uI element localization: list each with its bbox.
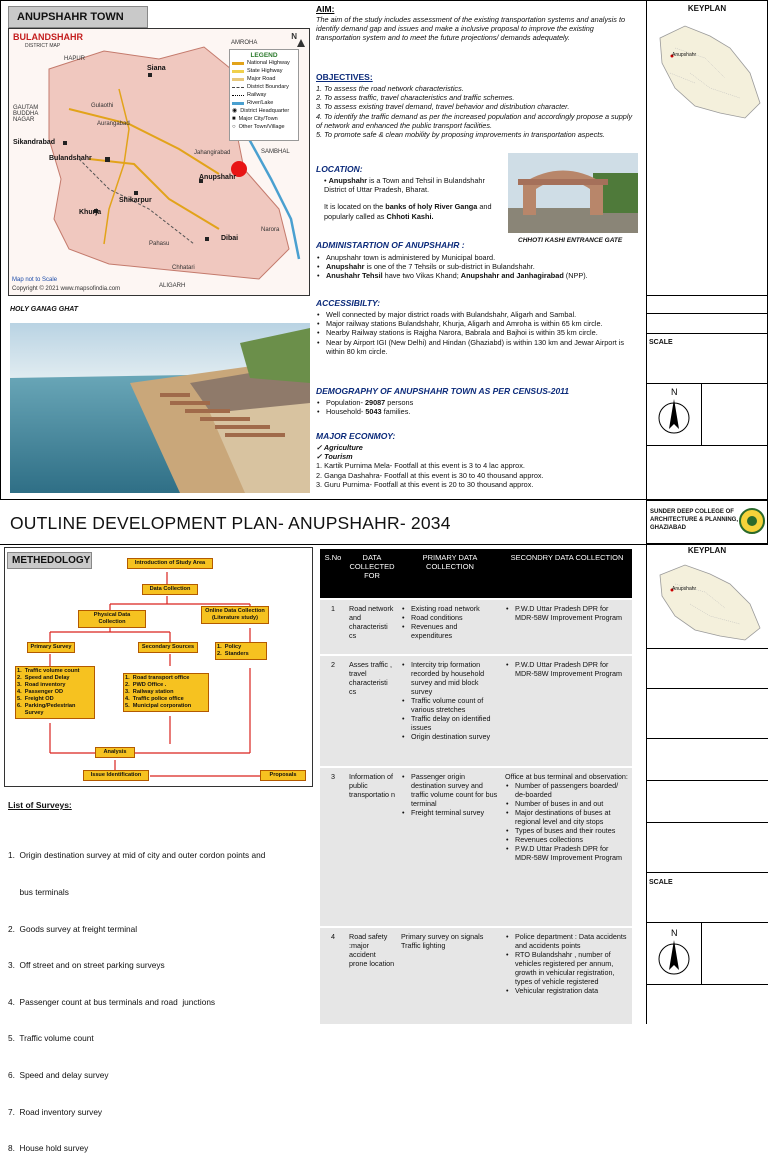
map-town-bulandshahr: Bulandshahr — [49, 155, 92, 162]
table-row — [320, 927, 632, 1024]
objective-item: 1. To assess the road network characteristics. — [316, 84, 464, 93]
demography-list — [316, 398, 616, 416]
legend-item: State Highway — [247, 68, 283, 74]
location-nickname: Chhoti Kashi. — [386, 211, 434, 221]
keyplan-graphic-bottom — [650, 560, 765, 650]
map-district-title: BULANDSHAHR — [13, 32, 83, 42]
map-town-pahasu: Pahasu — [149, 241, 170, 247]
row-purpose: Road network and characteristi cs — [346, 599, 398, 655]
location-town: Anupshahr — [328, 176, 368, 185]
table-header: S.No — [320, 549, 346, 599]
legend-item: Major City/Town — [238, 116, 278, 122]
methodology-box — [4, 547, 313, 787]
scale-label-bottom: SCALE — [649, 879, 673, 886]
objectives-heading: OBJECTIVES: — [316, 72, 373, 82]
row-primary: • Existing road network • Road conditions • Revenues and expenditures — [398, 599, 502, 655]
methodology-title: METHEDOLOGY — [7, 552, 92, 569]
row-purpose: Road safety :major accident prone location — [346, 927, 398, 1024]
economy-event: 1. Kartik Purnima Mela- Footfall at this event is 3 to 4 lac approx. — [316, 461, 525, 471]
north-arrow-icon — [646, 923, 702, 985]
admin-item: • Anupshahr town is administered by Municipal board. — [316, 253, 636, 262]
ghat-caption: HOLY GANAG GHAT — [10, 306, 79, 313]
flow-primary: Primary Survey — [27, 642, 75, 653]
plan-title: OUTLINE DEVELOPMENT PLAN- ANUPSHAHR- 2034 — [10, 513, 451, 533]
row-purpose: Asses traffic , travel characteristi cs — [346, 655, 398, 767]
map-neighbor-hapur: HAPUR — [64, 56, 86, 62]
admin-heading: ADMINISTARTION OF ANUPSHAHR : — [316, 240, 465, 250]
ghat-photo-graphic — [10, 323, 310, 493]
survey-table-wrap — [320, 549, 632, 1024]
north-cell-top — [646, 383, 768, 445]
table-header: DATA COLLECTED FOR — [346, 549, 398, 599]
keyplan-map-bottom — [650, 560, 765, 650]
objective-item: 2. To assess traffic, travel characteristics and traffic schemes. — [316, 93, 515, 103]
legend-item: District Headquarter — [240, 108, 290, 114]
flow-online: Online Data Collection (Literature study) — [201, 606, 269, 624]
flow-secondary-list: 1. Road transport office 2. PWD Office . 3. Railway station 4. Traffic police office 5. Municipal corporation — [123, 673, 209, 712]
map-town-khurja: Khurja — [79, 209, 102, 216]
keyplan-title-bottom: KEYPLAN — [687, 546, 727, 555]
north-cell-bottom — [646, 922, 768, 984]
row-primary: • Intercity trip formation recorded by household survey and mid block survey • Traffic volume count of various stretches • Traffic delay on identified issues • Origin destination survey — [398, 655, 502, 767]
survey-item: 7. Road inventory survey — [8, 1106, 103, 1117]
survey-item: 6. Speed and delay survey — [8, 1070, 109, 1081]
legend-item: Other Town/Village — [238, 124, 285, 130]
admin-list — [316, 253, 636, 281]
surveys-heading: List of Surveys: — [8, 800, 72, 810]
map-district-subtitle: DISTRICT MAP — [25, 43, 61, 49]
flow-primary-list: 1. Traffic volume count 2. Speed and Delay 3. Road inventory 4. Passenger OD 5. Freight OD 6. Parking/Pedestrian Survey — [15, 666, 95, 719]
surveys-list — [8, 825, 313, 1167]
survey-item: 8. House hold survey — [8, 1143, 89, 1154]
keyplan-title-top: KEYPLAN — [687, 4, 727, 13]
map-neighbor-aligarh: ALIGARH — [159, 283, 186, 289]
table-header: PRIMARY DATA COLLECTION — [398, 549, 502, 599]
row-number: 4 — [320, 927, 346, 1024]
location-river-pre: It is located on the — [324, 202, 386, 212]
table-row — [320, 767, 632, 927]
flow-data-collection: Data Collection — [142, 584, 198, 595]
map-town-dibai: Dibai — [221, 235, 239, 242]
map-town-anupshahr: Anupshahr — [199, 174, 236, 181]
survey-item: 2. Goods survey at freight terminal — [8, 923, 138, 934]
plan-banner — [0, 504, 646, 542]
location-text: • Anupshahr is a Town and Tehsil in Bulandshahr District of Uttar Pradesh, Bharat. It is located on the banks of holy River Ganga and popularly called as Chhoti Kashi. — [324, 176, 492, 221]
legend-item: National Highway — [247, 60, 290, 66]
flow-analysis: Analysis — [95, 747, 135, 758]
flow-physical: Physical Data Collection — [78, 610, 146, 628]
survey-item: 4. Passenger count at bus terminals and road junctions — [8, 996, 216, 1007]
objectives-list — [316, 84, 634, 139]
map-north-label: N — [291, 32, 297, 41]
gate-photo-graphic — [508, 153, 638, 233]
legend-title: LEGEND — [250, 52, 278, 59]
college-logo-icon — [739, 508, 765, 534]
college-name: SUNDER DEEP COLLEGE OF ARCHITECTURE & PLANNING, GHAZIABAD — [650, 509, 738, 531]
map-town-narora: Narora — [261, 227, 280, 233]
svg-text:N: N — [671, 387, 678, 397]
objective-item: 3. To assess existing travel demand, travel behavior and distribution character. — [316, 102, 570, 112]
row-purpose: Information of public transportatio n — [346, 767, 398, 927]
map-section-title: ANUPSHAHR TOWN — [8, 6, 148, 28]
location-heading: LOCATION: — [316, 164, 363, 174]
survey-item: bus terminals — [8, 887, 69, 898]
legend-item: Major Road — [247, 76, 276, 82]
flow-proposals: Proposals — [260, 770, 306, 781]
map-town-sikandrabad: Sikandrabad — [13, 139, 56, 146]
economy-event: 2. Ganga Dashahra- Footfall at this event is 30 to 40 thousand approx. — [316, 470, 544, 480]
economy-event: 3. Guru Purnima- Footfall at this event is 20 to 30 thousand approx. — [316, 479, 534, 489]
flow-issue: Issue Identification — [83, 770, 149, 781]
row-secondary: • P.W.D Uttar Pradesh DPR for MDR-58W Improvement Program — [502, 599, 632, 655]
map-not-to-scale: Map not to Scale — [12, 277, 58, 283]
north-arrow-icon — [646, 384, 702, 446]
objective-item: 4. To identify the traffic demand as per the increased population and accordingly propose a supply of network and enhanced the public transport facilities. — [316, 111, 633, 130]
table-row — [320, 599, 632, 655]
gate-photo — [508, 153, 638, 233]
access-item: • Near by Airport IGI (New Delhi) and Hindan (Ghaziabd) is within 130 km and Jewar Airport is within 80 km circle. — [316, 338, 638, 356]
scale-label-top: SCALE — [649, 339, 673, 346]
demography-heading: DEMOGRAPHY OF ANUPSHAHR TOWN AS PER CENSUS-2011 — [316, 386, 569, 396]
keyplan-map-top — [650, 18, 765, 133]
district-map — [8, 28, 310, 296]
row-primary: • Passenger origin destination survey and traffic volume count for bus terminal • Freight terminal survey — [398, 767, 502, 927]
flow-policy: 1. Policy 2. Standers — [215, 642, 267, 660]
keyplan-location-label: Anupshahr — [672, 52, 697, 58]
map-town-gulaothi: Gulaothi — [91, 103, 114, 109]
row-secondary: • Police department : Data accidents and accidents points • RTO Bulandshahr , number of vehicles registered per annum, growth in vehicular registration, types of vehicle registered • Vehicular registration data — [502, 927, 632, 1024]
row-number: 3 — [320, 767, 346, 927]
demography-population: • Population- 29087 persons — [316, 398, 616, 407]
map-town-jahangirabad: Jahangirabad — [194, 150, 231, 156]
gate-caption: CHHOTI KASHI ENTRANCE GATE — [518, 237, 623, 244]
legend-item: District Boundary — [247, 84, 289, 90]
flow-secondary: Secondary Sources — [138, 642, 198, 653]
aim-heading: AIM: — [316, 4, 335, 14]
table-header: SECONDRY DATA COLLECTION — [502, 549, 632, 599]
survey-item: 1. Origin destination survey at mid of city and outer cordon points and — [8, 850, 266, 861]
row-secondary: • P.W.D Uttar Pradesh DPR for MDR-58W Improvement Program — [502, 655, 632, 767]
economy-list: ✓ Agriculture ✓ Tourism 1. Kartik Purnima Mela- Footfall at this event is 3 to 4 lac approx. 2. Ganga Dashahra- Footfall at this event is 30 to 40 thousand approx. 3. Guru Purnima- Footfall at this event is 20 to 30 thousand approx. — [316, 443, 638, 489]
map-town-siana: Siana — [147, 65, 166, 72]
aim-text: The aim of the study includes assessment of the existing transportation systems and analysis to identify demand gap and issues and make a inclusive proposal to improve the existing transportation system and to meet the future projections/ demands adequately. — [316, 15, 626, 43]
location-river-mid: and popularly called as — [324, 202, 492, 221]
map-town-chhatari: Chhatari — [172, 265, 195, 271]
svg-text:N: N — [671, 928, 678, 938]
keyplan-graphic — [650, 18, 765, 133]
flow-intro: Introduction of Study Area — [127, 558, 213, 569]
college-block — [646, 500, 768, 544]
map-town-shikarpur: Shikarpur — [119, 197, 152, 204]
access-list — [316, 310, 638, 356]
survey-item: 5. Traffic volume count — [8, 1033, 94, 1044]
location-river: banks of holy River Ganga — [385, 202, 478, 212]
survey-table — [320, 549, 632, 1024]
row-number: 1 — [320, 599, 346, 655]
map-legend: LEGEND National Highway State Highway Major Road District Boundary Railway River/Lake ◉ District Headquarter ■ Major City/Town ○ Other Town/Village — [229, 49, 299, 141]
map-neighbor-sambhal: SAMBHAL — [261, 149, 290, 155]
survey-item: 3. Off street and on street parking surveys — [8, 960, 165, 971]
row-number: 2 — [320, 655, 346, 767]
ghat-photo — [10, 323, 310, 493]
row-secondary: Office at bus terminal and observation: • Number of passengers boarded/ de-boarded • Number of buses in and out • Major destinations of buses at regional level and city stops • Types of buses and their routes • Revenues collections • P.W.D Uttar Pradesh DPR for MDR-58W Improvement Program — [502, 767, 632, 927]
table-header-row — [320, 549, 632, 599]
row-primary: Primary survey on signals Traffic lighting — [398, 927, 502, 1024]
location-desc: is a Town and Tehsil in Bulandshahr District of Uttar Pradesh, Bharat. — [324, 176, 485, 195]
admin-item: • Anushahr Tehsil have two Vikas Khand; Anupshahr and Janhagirabad (NPP). — [316, 271, 636, 280]
scale-cell-top — [646, 333, 768, 383]
keyplan-location-label-bottom: Anupshahr — [672, 586, 697, 592]
economy-heading: MAJOR ECONMOY: — [316, 431, 396, 441]
legend-item: Railway — [247, 92, 267, 98]
access-item: • Well connected by major district roads with Bulandshahr, Aligarh and Sambal. — [316, 310, 638, 319]
map-copyright: Copyright © 2021 www.mapsofindia.com — [12, 286, 121, 292]
demography-household: • Household- 5043 families. — [316, 407, 616, 416]
economy-agriculture: Agriculture — [323, 443, 363, 452]
access-item: • Nearby Railway stations is Rajgha Narora, Babrala and Bajhoi is within 35 km circle. — [316, 328, 638, 337]
scale-cell-bottom — [646, 872, 768, 922]
admin-item: • Anupshahr is one of the 7 Tehsils or sub-district in Bulandshahr. — [316, 262, 636, 271]
legend-item: River/Lake — [247, 100, 274, 106]
map-neighbor-amroha: AMROHA — [231, 40, 258, 46]
economy-tourism: Tourism — [324, 452, 353, 462]
table-row — [320, 655, 632, 767]
objective-item: 5. To promote safe & clean mobility by proposing improvements in transportation aspects. — [316, 130, 605, 140]
access-item: • Major railway stations Bulandshahr, Khurja, Aligarh and Amroha is within 65 km circle. — [316, 319, 638, 328]
map-town-aurangabad: Aurangabad — [97, 121, 130, 127]
map-neighbor-gautam: GAUTAM BUDDHA NAGAR — [13, 105, 39, 123]
access-heading: ACCESSIBILTY: — [316, 298, 381, 308]
